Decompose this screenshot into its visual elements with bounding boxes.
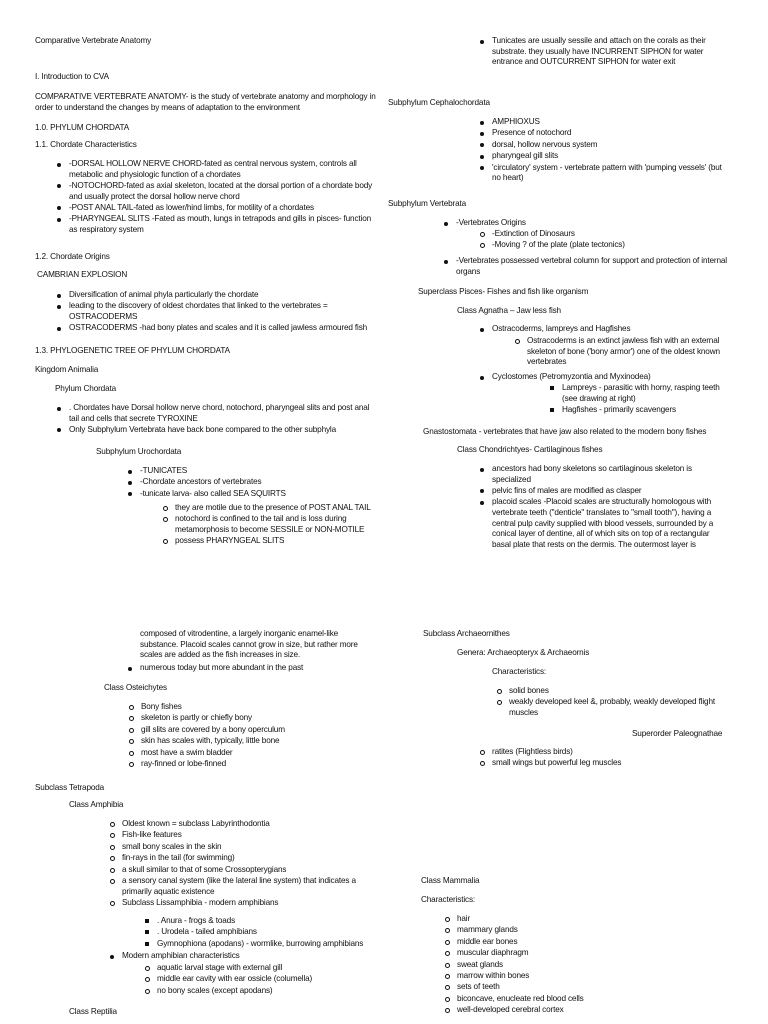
chordate-origins-heading: 1.2. Chordate Origins: [35, 252, 110, 261]
modern-amphibian-sublist: [157, 963, 392, 997]
list-item: dorsal, hollow nervous system: [492, 140, 757, 151]
cambrian-list: [69, 290, 389, 335]
list-item: Ostracoderms, lampreys and Hagfishes: [492, 324, 752, 335]
list-item: marrow within bones: [457, 971, 747, 982]
list-item: sets of teeth: [457, 982, 747, 993]
vertebrata-heading: Subphylum Vertebrata: [388, 199, 467, 208]
vertebrate-origins-list: [456, 218, 756, 229]
list-item: -Chordate ancestors of vertebrates: [140, 477, 390, 488]
list-item: no bony scales (except apodans): [157, 986, 392, 997]
urochordata-list: [140, 466, 390, 500]
genera-label: Genera: Archaeopteryx & Archaeornis: [457, 648, 590, 657]
list-item: middle ear bones: [457, 937, 747, 948]
phylum-label: Phylum Chordata: [55, 384, 117, 393]
list-item: ray-finned or lobe-finned: [141, 759, 391, 770]
document-title: Comparative Vertebrate Anatomy: [35, 36, 152, 45]
agnatha-heading: Class Agnatha – Jaw less fish: [457, 306, 561, 315]
list-item: Cyclostomes (Petromyzontia and Myxinodea): [492, 372, 752, 383]
intro-paragraph-line-1: COMPARATIVE VERTEBRATE ANATOMY- is the study of vertebrate anatomy and morphology in: [35, 92, 376, 101]
list-item: -DORSAL HOLLOW NERVE CHORD-fated as central nervous system, controls all metabolic and physiologic function of a chordates: [69, 159, 389, 180]
list-item: -PHARYNGEAL SLITS -Fated as mouth, lungs in tetrapods and gills in pisces- function as respiratory system: [69, 214, 389, 235]
chordate-characteristics-list: [69, 159, 389, 236]
list-item: they are motile due to the presence of POST ANAL TAIL: [175, 503, 395, 514]
numerous-list: [140, 663, 390, 674]
lissamphibia-sublist: [157, 916, 392, 950]
vertebral-column-list: [456, 256, 756, 278]
list-item: Only Subphylum Vertebrata have back bone compared to the other subphyla: [69, 425, 389, 436]
list-item: -Moving ? of the plate (plate tectonics): [492, 240, 752, 251]
list-item: -TUNICATES: [140, 466, 390, 477]
list-item: possess PHARYNGEAL SLITS: [175, 536, 395, 547]
list-item: Gymnophiona (apodans) - wormlike, burrowing amphibians: [157, 939, 392, 950]
list-item: gill slits are covered by a bony operculum: [141, 725, 391, 736]
list-item: . Chordates have Dorsal hollow nerve chord, notochord, pharyngeal slits and post anal tail and cells that secrete TYROXINE: [69, 403, 389, 424]
list-item: a skull similar to that of some Crossopterygians: [122, 865, 392, 876]
vertebrate-origins-sublist: [492, 229, 752, 252]
intro-paragraph-line-2: order to understand the changes by means of adaptation to the environment: [35, 102, 300, 112]
agnatha-list-2: [492, 372, 752, 383]
archaeornithes-heading: Subclass Archaeornithes: [423, 629, 510, 638]
osteichytes-list: [141, 702, 391, 770]
list-item: Lampreys - parasitic with horny, rasping teeth (see drawing at right): [562, 383, 757, 404]
list-item: small wings but powerful leg muscles: [492, 758, 752, 769]
amphibia-list: [122, 819, 392, 909]
phylum-chordata-heading: 1.0. PHYLUM CHORDATA: [35, 123, 130, 132]
modern-amphibian-list: [122, 951, 392, 962]
list-item: Tunicates are usually sessile and attach on the corals as their substrate. they usually have INCURRENT SIPHON for water entrance and OUTCURRENT SIPHON for water exit: [492, 36, 752, 68]
list-item: muscular diaphragm: [457, 948, 747, 959]
kingdom-label: Kingdom Animalia: [35, 365, 99, 374]
archaeornithes-list: [509, 686, 754, 719]
tunicate-note-list: [492, 36, 752, 69]
list-item: a sensory canal system (like the lateral line system) that indicates a primarily aquatic existence: [122, 876, 392, 897]
gnastostomata-text: Gnastostomata - vertebrates that have jaw also related to the modern bony fishes: [423, 427, 707, 436]
list-item: Oldest known = subclass Labyrinthodontia: [122, 819, 392, 830]
mammalia-list: [457, 914, 747, 1017]
cyclostomes-sublist: [562, 383, 757, 416]
list-item: hair: [457, 914, 747, 925]
osteichytes-heading: Class Osteichytes: [104, 683, 167, 692]
list-item: -POST ANAL TAIL-fated as lower/hind limbs, for motility of a chordates: [69, 203, 389, 214]
cephalochordata-list: [492, 117, 757, 185]
list-item: Bony fishes: [141, 702, 391, 713]
mammalia-heading: Class Mammalia: [421, 876, 480, 885]
list-item: small bony scales in the skin: [122, 842, 392, 853]
list-item: AMPHIOXUS: [492, 117, 757, 128]
paleognathae-list: [492, 747, 752, 770]
chondrichtyes-list: [492, 464, 757, 551]
list-item: -Extinction of Dinosaurs: [492, 229, 752, 240]
list-item: biconcave, enucleate red blood cells: [457, 994, 747, 1005]
list-item: OSTRACODERMS -had bony plates and scales and it is called jawless armoured fish: [69, 323, 389, 334]
cambrian-explosion-heading: CAMBRIAN EXPLOSION: [37, 270, 128, 279]
cephalochordata-heading: Subphylum Cephalochordata: [388, 98, 490, 107]
list-item: placoid scales -Placoid scales are structurally homologous with vertebrate teeth ("denticle" translates to "small tooth"), having a central pulp cavity supplied with blood vessels, surrounded by a conical layer of dentine, all of which sits on top of a rectangular basal plate that rests on the dermis. The outermost layer is: [492, 497, 757, 550]
list-item: most have a swim bladder: [141, 748, 391, 759]
list-item: weakly developed keel &, probably, weakly developed flight muscles: [509, 697, 754, 718]
reptilia-heading: Class Reptilia: [69, 1007, 117, 1016]
list-item: skeleton is partly or chiefly bony: [141, 713, 391, 724]
intro-heading: I. Introduction to CVA: [35, 72, 109, 81]
list-item: solid bones: [509, 686, 754, 697]
list-item: pharyngeal gill slits: [492, 151, 757, 162]
list-item: -Vertebrates Origins: [456, 218, 756, 229]
urochordata-heading: Subphylum Urochordata: [96, 447, 182, 456]
paleognathae-heading: Superorder Paleognathae: [632, 729, 723, 738]
list-item: Diversification of animal phyla particularly the chordate: [69, 290, 389, 301]
list-item: skin has scales with, typically, little bone: [141, 736, 391, 747]
phylogenetic-tree-heading: 1.3. PHYLOGENETIC TREE OF PHYLUM CHORDATA: [35, 346, 230, 355]
list-item: aquatic larval stage with external gill: [157, 963, 392, 974]
list-item: ratites (Flightless birds): [492, 747, 752, 758]
list-item: leading to the discovery of oldest chordates that linked to the vertebrates = OSTRACODERMS: [69, 301, 389, 322]
list-item: 'circulatory' system - vertebrate pattern with 'pumping vessels' (but no heart): [492, 163, 757, 184]
agnatha-sublist-1: [527, 336, 757, 369]
pisces-heading: Superclass Pisces- Fishes and fish like organism: [418, 287, 589, 296]
phylum-list: [69, 403, 389, 436]
list-item: mammary glands: [457, 925, 747, 936]
list-item: Modern amphibian characteristics: [122, 951, 392, 962]
list-item: Ostracoderms is an extinct jawless fish with an external skeleton of bone ('bony armor') one of the oldest known vertebrates: [527, 336, 757, 368]
list-item: -Vertebrates possessed vertebral column for support and protection of internal organs: [456, 256, 756, 277]
list-item: sweat glands: [457, 960, 747, 971]
list-item: fin-rays in the tail (for swimming): [122, 853, 392, 864]
list-item: . Anura - frogs & toads: [157, 916, 392, 927]
list-item: well-developed cerebral cortex: [457, 1005, 747, 1016]
tetrapoda-heading: Subclass Tetrapoda: [35, 783, 105, 792]
placoid-scale-continuation: composed of vitrodentine, a largely inorganic enamel-like substance. Placoid scales cannot grow in size, but rather more scales are added as the fish increases in size.: [140, 629, 358, 660]
amphibia-heading: Class Amphibia: [69, 800, 124, 809]
list-item: numerous today but more abundant in the past: [140, 663, 390, 674]
list-item: -tunicate larva- also called SEA SQUIRTS: [140, 489, 390, 500]
list-item: . Urodela - tailed amphibians: [157, 927, 392, 938]
archaeornithes-characteristics-label: Characteristics:: [492, 667, 547, 676]
list-item: Hagfishes - primarily scavengers: [562, 405, 757, 416]
list-item: Fish-like features: [122, 830, 392, 841]
list-item: ancestors had bony skeletons so cartilaginous skeleton is specialized: [492, 464, 757, 485]
list-item: pelvic fins of males are modified as clasper: [492, 486, 757, 497]
agnatha-list-1: [492, 324, 752, 335]
chordate-characteristics-heading: 1.1. Chordate Characteristics: [35, 140, 137, 149]
list-item: Subclass Lissamphibia - modern amphibians: [122, 898, 392, 909]
tunicate-larva-list: [175, 503, 395, 548]
list-item: Presence of notochord: [492, 128, 757, 139]
mammalia-characteristics-label: Characteristics:: [421, 895, 476, 904]
list-item: notochord is confined to the tail and is loss during metamorphosis to become SESSILE or NON-MOTILE: [175, 514, 395, 535]
chondrichtyes-heading: Class Chondrichtyes- Cartilaginous fishes: [457, 445, 603, 454]
list-item: middle ear cavity with ear ossicle (columella): [157, 974, 392, 985]
list-item: -NOTOCHORD-fated as axial skeleton, located at the dorsal portion of a chordate body and usually protect the dorsal hollow nerve chord: [69, 181, 389, 202]
